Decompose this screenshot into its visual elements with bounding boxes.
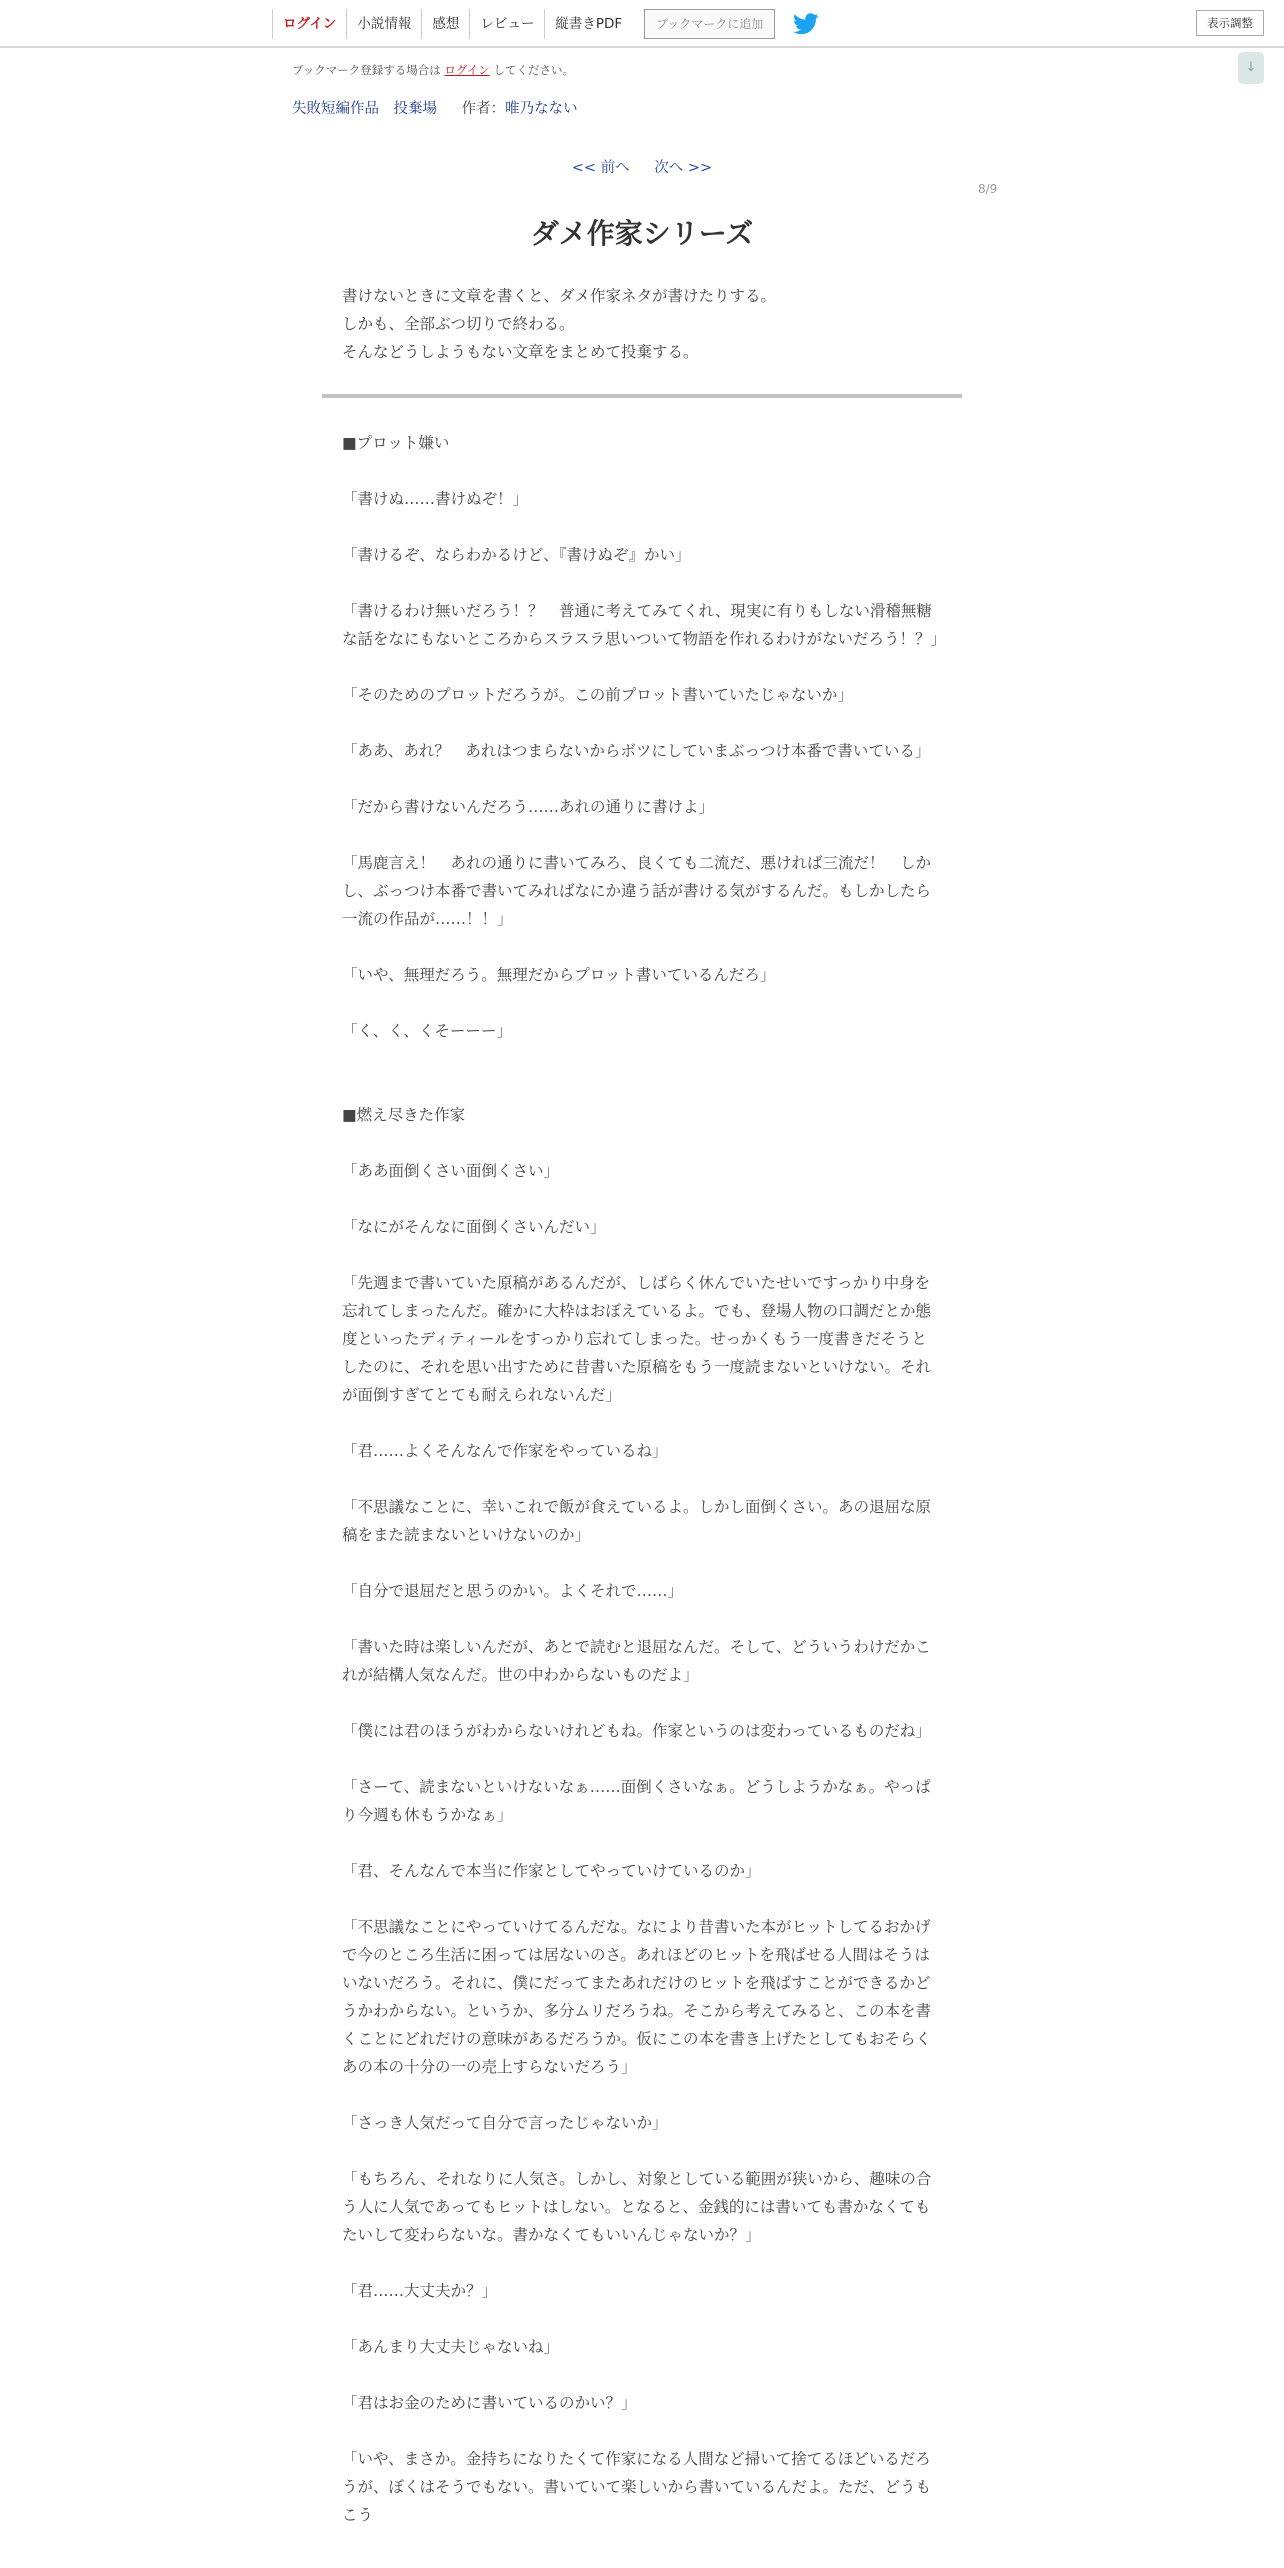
- story-paragraph: 「なにがそんなに面倒くさいんだい」: [342, 1218, 606, 1236]
- chapter-body: [342, 429, 947, 2557]
- story-paragraph: 「馬鹿言え！ あれの通りに書いてみろ、良くても二流だ、悪ければ三流だ！ しかし、ぶっつけ本番で書いてみればなにか違う話が書ける気がするんだ。もしかしたら一流の作品が……！！」: [342, 854, 932, 928]
- chapter-count: 8/9: [978, 182, 998, 196]
- nav-review-link[interactable]: レビュー: [469, 9, 544, 39]
- display-settings-button[interactable]: 表示調整: [1196, 10, 1264, 36]
- story-paragraph: 「書いた時は楽しいんだが、あとで読むと退屈なんだ。そして、どういうわけだかこれが結構人気なんだ。世の中わからないものだよ」: [342, 1638, 931, 1684]
- story-paragraph: 「僕には君のほうがわからないけれどもね。作家というのは変わっているものだね」: [342, 1722, 931, 1740]
- story-paragraph: 「先週まで書いていた原稿があるんだが、しばらく休んでいたせいですっかり中身を忘れてしまったんだ。確かに大枠はおぼえているよ。でも、登場人物の口調だとか態度といったディティールをすっかり忘れてしまった。せっかくもう一度書きだそうとしたのに、それを思い出すために昔書いた原稿をもう一度読まないといけない。それが面倒すぎてとても耐えられないんだ」: [342, 1274, 932, 1404]
- story-paragraph: 「自分で退屈だと思うのかい。よくそれで……」: [342, 1582, 684, 1600]
- series-title-link[interactable]: 失敗短編作品 投棄場: [292, 101, 437, 117]
- nav-vertical-pdf-link[interactable]: 縦書きPDF: [544, 9, 632, 39]
- story-paragraph: 「もちろん、それなりに人気さ。しかし、対象としている範囲が狭いから、趣味の合う人に人気であってもヒットはしない。となると、金銭的には書いても書かなくてもたいして変わらないな。書かなくてもいいんじゃないか？」: [342, 2170, 932, 2244]
- top-nav: [272, 8, 819, 40]
- prev-chapter-link[interactable]: << 前へ: [571, 160, 630, 176]
- chapter-pager: [0, 156, 1284, 177]
- story-paragraph: 「く、く、くそーーー」: [342, 1022, 512, 1040]
- preface-line: そんなどうしようもない文章をまとめて投棄する。: [342, 343, 699, 361]
- add-bookmark-button[interactable]: ブックマークに追加: [644, 9, 775, 39]
- top-header: [0, 0, 1284, 48]
- author-link[interactable]: 唯乃なない: [505, 101, 578, 117]
- story-paragraph: 「君……大丈夫か？」: [342, 2282, 498, 2300]
- chapter-preface: [342, 282, 942, 366]
- story-paragraph: 「書けぬ……書けぬぞ！」: [342, 490, 529, 508]
- story-paragraph: 「不思議なことにやっていけてるんだな。なにより昔書いた本がヒットしてるおかげで今のところ生活に困っては居ないのさ。あれほどのヒットを飛ばせる人間はそうはいないだろう。それに、僕にだってまたあれだけのヒットを飛ばすことができるかどうかわからない。というか、多分ムリだろうね。そこから考えてみると、この本を書くことにどれだけの意味があるだろうか。仮にこの本を書き上げたとしてもおそらくあの本の十分の一の売上すらないだろう」: [342, 1918, 932, 2076]
- bookmark-login-notice: [292, 62, 574, 78]
- notice-login-link[interactable]: ログイン: [444, 63, 490, 77]
- story-paragraph: 「さーて、読まないといけないなぁ……面倒くさいなぁ。どうしようかなぁ。やっぱり今週も休もうかなぁ」: [342, 1778, 931, 1824]
- story-paragraph: 「さっき人気だって自分で言ったじゃないか」: [342, 2114, 668, 2132]
- author-label: 作者：: [461, 101, 506, 117]
- notice-text-before: ブックマーク登録する場合は: [292, 63, 441, 77]
- story-paragraph: 「ああ面倒くさい面倒くさい」: [342, 1162, 560, 1180]
- story-paragraph: 「不思議なことに、幸いこれで飯が食えているよ。しかし面倒くさい。あの退屈な原稿をまた読まないといけないのか」: [342, 1498, 932, 1544]
- chapter-title: ダメ作家シリーズ: [530, 217, 754, 250]
- story-paragraph: 「書けるぞ、ならわかるけど、『書けぬぞ』かい」: [342, 546, 691, 564]
- story-paragraph: 「書けるわけ無いだろう！？ 普通に考えてみてくれ、現実に有りもしない滑稽無糖な話をなにもないところからスラスラ思いついて物語を作れるわけがないだろう！？」: [342, 602, 947, 648]
- story-paragraph: 「だから書けないんだろう……あれの通りに書けよ」: [342, 798, 715, 816]
- story-paragraph: 「君……よくそんなんで作家をやっているね」: [342, 1442, 668, 1460]
- nav-login-link[interactable]: ログイン: [272, 9, 346, 39]
- twitter-share-link[interactable]: [793, 13, 819, 35]
- nav-novel-info-link[interactable]: 小説情報: [346, 9, 421, 39]
- section-heading: ■燃え尽きた作家: [342, 1106, 466, 1124]
- preface-line: しかも、全部ぶつ切りで終わる。: [342, 315, 575, 333]
- story-paragraph: 「あんまり大丈夫じゃないね」: [342, 2338, 560, 2356]
- story-paragraph: 「ああ、あれ？ あれはつまらないからボツにしていまぶっつけ本番で書いている」: [342, 742, 931, 760]
- story-paragraph: 「君はお金のために書いているのかい？」: [342, 2394, 637, 2412]
- preface-divider: [322, 394, 962, 398]
- story-paragraph: 「君、そんなんで本当に作家としてやっていけているのか」: [342, 1862, 761, 1880]
- story-paragraph: 「いや、まさか。金持ちになりたくて作家になる人間など掃いて捨てるほどいるだろうが、ぼくはそうでもない。書いていて楽しいから書いているんだよ。ただ、どうもこう: [342, 2450, 932, 2524]
- next-chapter-link[interactable]: 次へ >>: [654, 160, 713, 176]
- nav-impressions-link[interactable]: 感想: [421, 9, 469, 39]
- story-paragraph: 「いや、無理だろう。無理だからプロット書いているんだろ」: [342, 966, 776, 984]
- scroll-down-button[interactable]: ↓: [1238, 52, 1264, 84]
- story-paragraph: 「そのためのプロットだろうが。この前プロット書いていたじゃないか」: [342, 686, 853, 704]
- notice-text-after: してください。: [493, 63, 574, 77]
- section-heading: ■プロット嫌い: [342, 434, 450, 452]
- preface-line: 書けないときに文章を書くと、ダメ作家ネタが書けたりする。: [342, 287, 777, 305]
- series-info: [292, 97, 578, 118]
- twitter-bird-icon: [793, 13, 819, 35]
